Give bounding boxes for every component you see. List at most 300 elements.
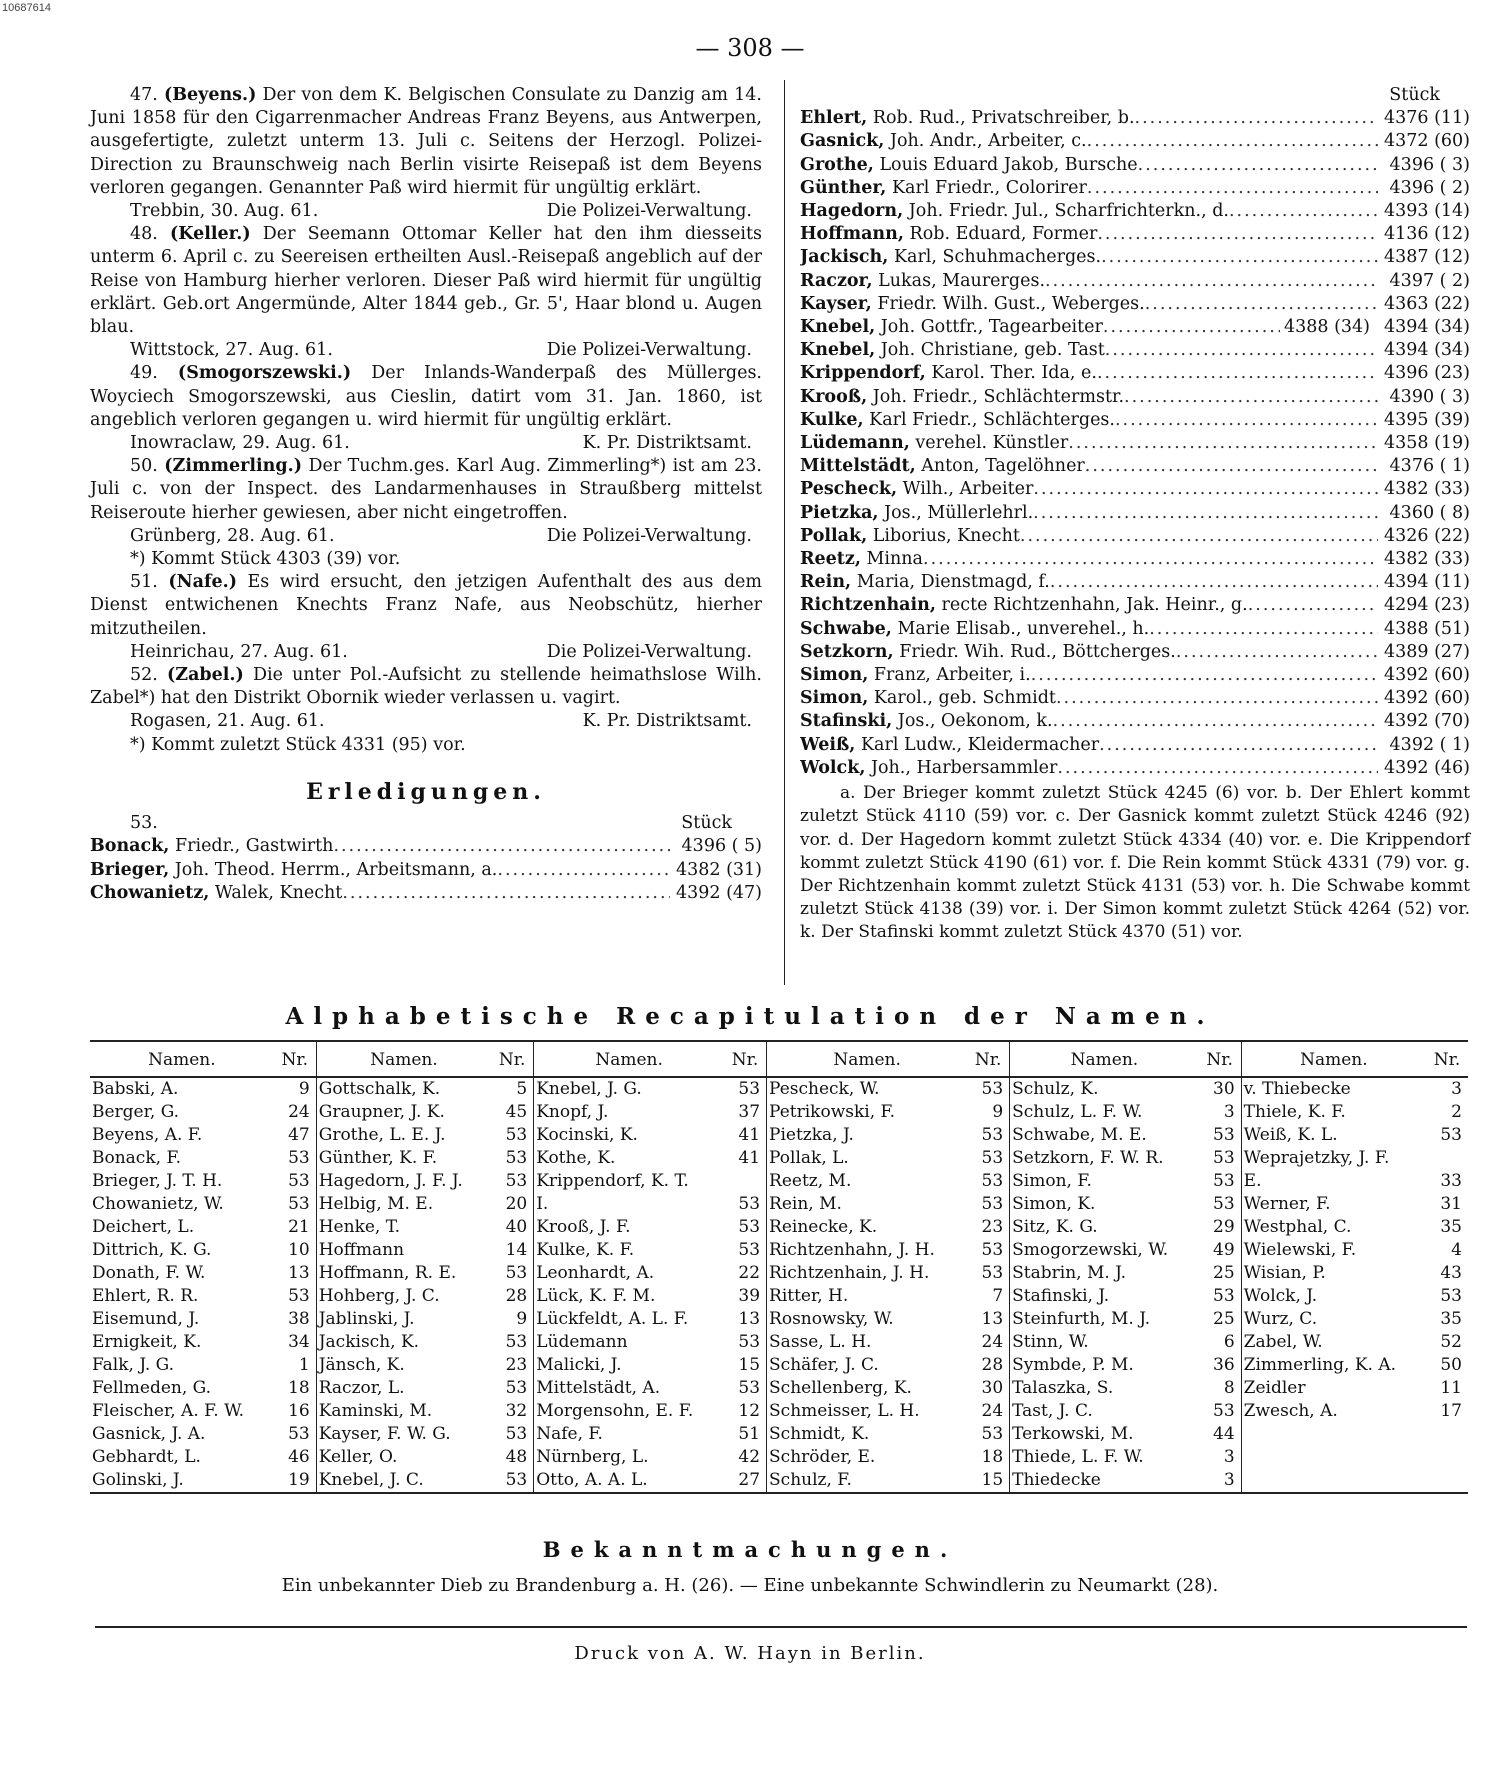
serial-number: 10687614 <box>2 2 51 14</box>
notice-heading: (Nafe.) <box>168 572 237 593</box>
index-number: 25 <box>1199 1308 1242 1331</box>
leader-dots <box>1099 734 1378 757</box>
entry-reference: 4388 (51) <box>1383 618 1470 639</box>
index-number: 18 <box>274 1377 317 1400</box>
index-col-nr-header: Nr. <box>967 1041 1010 1077</box>
index-number: 41 <box>724 1124 767 1147</box>
index-name: Gottschalk, K. <box>318 1079 441 1099</box>
index-number: 30 <box>1199 1077 1242 1101</box>
index-number: 53 <box>491 1469 534 1493</box>
index-name: Richtzenhain, J. H. <box>769 1263 930 1283</box>
index-number: 12 <box>724 1400 767 1423</box>
entry-extra-reference: 4388 (34) <box>1283 317 1370 338</box>
entry-surname: Kayser, <box>800 293 872 314</box>
sig-authority: K. Pr. Distriktsamt. <box>582 711 752 732</box>
index-name: Schwabe, M. E. <box>1012 1125 1147 1145</box>
index-number: 53 <box>274 1170 317 1193</box>
left-column <box>90 84 762 905</box>
leader-dots <box>1097 223 1378 246</box>
entry-row <box>800 455 1470 478</box>
notice-47 <box>90 84 762 200</box>
entry-reference: 4326 (22) <box>1383 525 1470 546</box>
index-name: Brieger, J. T. H. <box>92 1171 223 1191</box>
sig-place: Wittstock, 27. Aug. 61. <box>130 340 333 361</box>
leader-dots <box>1149 618 1378 641</box>
leader-dots <box>1103 316 1280 339</box>
index-number: 36 <box>1199 1354 1242 1377</box>
leader-dots <box>1020 525 1378 548</box>
entry-name <box>800 664 1031 687</box>
index-name: Thiede, L. F. W. <box>1012 1447 1144 1467</box>
entry-surname: Raczor, <box>800 270 873 291</box>
index-row <box>90 1170 1468 1193</box>
notice-heading: (Zimmerling.) <box>164 456 302 477</box>
entry-details: Lukas, Maurerges. <box>872 270 1046 291</box>
index-name: Morgensohn, E. F. <box>536 1401 694 1421</box>
index-col-nr-header: Nr. <box>274 1041 317 1077</box>
index-row <box>90 1423 1468 1446</box>
entry-reference: 4360 ( 8) <box>1389 502 1470 523</box>
index-number <box>1426 1423 1468 1446</box>
index-number: 4 <box>1451 1240 1462 1260</box>
index-row <box>90 1308 1468 1331</box>
sig-authority: Die Polizei-Verwaltung. <box>546 641 752 662</box>
leader-dots <box>1057 757 1378 780</box>
index-name: I. <box>536 1194 549 1214</box>
index-number: 53 <box>491 1147 534 1170</box>
entry-name <box>800 548 923 571</box>
notice-number: 48. <box>130 224 158 245</box>
index-name: Thiele, K. F. <box>1243 1102 1346 1122</box>
entry-name <box>800 641 1176 664</box>
index-row <box>90 1469 1468 1493</box>
index-name: Wolck, J. <box>1243 1286 1318 1306</box>
index-number: 23 <box>967 1216 1010 1239</box>
entry-name <box>800 734 1099 757</box>
index-number: 53 <box>274 1147 317 1170</box>
index-number: 53 <box>491 1262 534 1285</box>
index-name: Setzkorn, F. W. R. <box>1012 1148 1164 1168</box>
index-name: Steinfurth, M. J. <box>1012 1309 1151 1329</box>
entry-surname: Weiß, <box>800 734 856 755</box>
notice-signature <box>90 432 762 455</box>
entry-name <box>90 882 342 905</box>
entry-surname: Pescheck, <box>800 479 898 500</box>
index-number: 53 <box>724 1077 767 1101</box>
index-col-name-header: Namen. <box>90 1041 274 1077</box>
entry-reference: 4392 (47) <box>675 882 762 903</box>
entry-details: Joh. Friedr., Schlächtermstr. <box>867 386 1125 407</box>
notice-49 <box>90 362 762 432</box>
index-number: 32 <box>491 1400 534 1423</box>
entry-reference: 4395 (39) <box>1383 409 1470 430</box>
entry-reference: 4376 ( 1) <box>1389 456 1470 477</box>
erledigungen-list-continued <box>800 107 1470 780</box>
entry-name <box>800 316 1103 339</box>
entry-reference: 4372 (60) <box>1383 131 1470 152</box>
leader-dots <box>1085 455 1378 478</box>
index-name: Schulz, F. <box>767 1469 968 1493</box>
index-row <box>90 1239 1468 1262</box>
index-name: Nürnberg, L. <box>536 1447 649 1467</box>
entry-name <box>800 710 1053 733</box>
index-number: 16 <box>274 1400 317 1423</box>
index-name: Fleischer, A. F. W. <box>92 1401 244 1421</box>
entry-reference: 4363 (22) <box>1383 293 1470 314</box>
index-name: Hagedorn, J. F. J. <box>318 1171 463 1191</box>
index-row <box>90 1331 1468 1354</box>
entry-details: Karl Friedr., Colorirer <box>886 177 1087 198</box>
entry-details: Joh. Friedr. Jul., Scharfrichterkn., d. <box>903 201 1229 222</box>
entry-row <box>800 223 1470 246</box>
index-name: Eisemund, J. <box>92 1309 200 1329</box>
index-name: Lückfeldt, A. L. F. <box>536 1309 689 1329</box>
leader-dots <box>1248 594 1378 617</box>
index-number: 6 <box>1199 1331 1242 1354</box>
leader-dots <box>1229 200 1378 223</box>
entry-row <box>800 154 1470 177</box>
index-row <box>90 1262 1468 1285</box>
index-number: 53 <box>967 1170 1010 1193</box>
entry-details: Jos., Müllerlehrl. <box>878 502 1034 523</box>
sig-place: Inowraclaw, 29. Aug. 61. <box>130 433 350 454</box>
index-number: 49 <box>1199 1239 1242 1262</box>
index-row <box>90 1354 1468 1377</box>
entry-surname: Gasnick, <box>800 131 885 152</box>
index-number <box>1426 1469 1468 1493</box>
entry-row <box>800 594 1470 617</box>
footer-rule <box>95 1626 1467 1628</box>
entry-row <box>800 130 1470 153</box>
entry-reference: 4376 (11) <box>1383 108 1470 129</box>
index-name: Berger, G. <box>92 1102 180 1122</box>
index-name: Zeidler <box>1243 1378 1306 1398</box>
index-name: Weprajetzky, J. F. <box>1243 1148 1390 1168</box>
entry-name <box>800 293 1145 316</box>
index-number: 42 <box>724 1446 767 1469</box>
index-number: 13 <box>274 1262 317 1285</box>
index-name: Simon, K. <box>1012 1194 1096 1214</box>
entry-name <box>800 757 1057 780</box>
leader-dots <box>1138 154 1378 177</box>
index-name: Jackisch, K. <box>318 1332 420 1352</box>
index-number: 24 <box>967 1400 1010 1423</box>
entry-row <box>800 107 1470 130</box>
entry-surname: Brieger, <box>90 859 170 880</box>
notice-50 <box>90 455 762 525</box>
entry-name <box>800 200 1229 223</box>
index-col-nr-header: Nr. <box>724 1041 767 1077</box>
page-number: — 308 — <box>695 34 805 62</box>
entry-surname: Mittelstädt, <box>800 456 916 477</box>
entry-row <box>800 293 1470 316</box>
index-name: Stinn, W. <box>1012 1332 1089 1352</box>
notice-signature <box>90 710 762 733</box>
index-name: Henke, T. <box>318 1217 400 1237</box>
index-name: Schulz, L. F. W. <box>1012 1102 1143 1122</box>
entry-surname: Jackisch, <box>800 247 889 268</box>
entry-surname: Simon, <box>800 688 869 709</box>
index-number: 37 <box>724 1101 767 1124</box>
entry-details: Karol., geb. Schmidt <box>868 688 1056 709</box>
index-name: Smogorzewski, W. <box>1012 1240 1169 1260</box>
index-number: 41 <box>724 1147 767 1170</box>
index-name: Golinski, J. <box>90 1469 274 1493</box>
notice-signature <box>90 339 762 362</box>
index-number: 53 <box>724 1331 767 1354</box>
index-number: 43 <box>1440 1263 1462 1283</box>
entry-row <box>800 734 1470 757</box>
index-row <box>90 1216 1468 1239</box>
leader-dots <box>1101 246 1378 269</box>
leader-dots <box>1033 478 1378 501</box>
index-name: Babski, A. <box>92 1079 179 1099</box>
entry-reference: 4392 (70) <box>1383 711 1470 732</box>
sig-authority: Die Polizei-Verwaltung. <box>546 201 752 222</box>
index-number: 53 <box>491 1331 534 1354</box>
index-number: 53 <box>967 1239 1010 1262</box>
index-name: Helbig, M. E. <box>318 1194 434 1214</box>
index-name: Kocinski, K. <box>536 1125 638 1145</box>
entry-row <box>800 246 1470 269</box>
entry-reference: 4294 (23) <box>1383 595 1470 616</box>
entry-name <box>800 130 1087 153</box>
index-name: Symbde, P. M. <box>1012 1355 1134 1375</box>
index-name: Donath, F. W. <box>92 1263 206 1283</box>
index-number: 53 <box>1199 1124 1242 1147</box>
entry-name <box>90 859 497 882</box>
index-number: 53 <box>274 1423 317 1446</box>
entry-reference: 4392 (60) <box>1383 688 1470 709</box>
index-name: Kaminski, M. <box>318 1401 433 1421</box>
entry-name <box>800 270 1045 293</box>
entry-row <box>800 432 1470 455</box>
leader-dots <box>497 859 670 882</box>
entry-details: Marie Elisab., unverehel., h. <box>891 618 1150 639</box>
index-name: Rosnowsky, W. <box>769 1309 894 1329</box>
entry-reference: 4396 ( 2) <box>1389 177 1470 198</box>
index-number: 53 <box>274 1193 317 1216</box>
entry-name <box>800 502 1033 525</box>
notice-text: Der Inlands-Wanderpaß des Müllerges. Woyciech Smogorszewski, aus Cieslin, datirt vom 31. Jan. 1860, ist angeblich verloren gegangen u. wird hiermit für ungültig erklärt. <box>90 363 762 430</box>
leader-dots <box>1087 177 1378 200</box>
index-number: 11 <box>1440 1378 1462 1398</box>
index-number: 53 <box>491 1423 534 1446</box>
index-number: 7 <box>967 1285 1010 1308</box>
index-name: Jablinski, J. <box>318 1309 415 1329</box>
entry-surname: Rein, <box>800 572 852 593</box>
entry-reference: 4136 (12) <box>1383 224 1470 245</box>
index-number: 52 <box>1440 1332 1462 1352</box>
index-col-nr-header: Nr. <box>1426 1041 1468 1077</box>
entry-reference: 4394 (11) <box>1383 572 1470 593</box>
entry-row <box>800 270 1470 293</box>
index-number: 53 <box>967 1423 1010 1446</box>
index-name: Hoffmann, R. E. <box>318 1263 457 1283</box>
bekanntmachungen-text: Ein unbekannter Dieb zu Brandenburg a. H. (26). — Eine unbekannte Schwindlerin zu Neumarkt (28). <box>281 1575 1219 1596</box>
index-col-name-header: Namen. <box>767 1041 968 1077</box>
index-name <box>1241 1469 1426 1493</box>
index-number: 34 <box>274 1331 317 1354</box>
entry-surname: Knebel, <box>800 317 876 338</box>
sig-authority: Die Polizei-Verwaltung. <box>546 525 752 546</box>
index-name: Sitz, K. G. <box>1012 1217 1098 1237</box>
sig-place: Trebbin, 30. Aug. 61. <box>130 201 319 222</box>
entry-row <box>800 177 1470 200</box>
column-divider <box>784 80 785 985</box>
entry-name <box>800 107 1135 130</box>
entry-reference: 4387 (12) <box>1383 247 1470 268</box>
index-name: Knopf, J. <box>536 1102 609 1122</box>
entry-name <box>800 618 1149 641</box>
entry-row <box>90 882 762 905</box>
index-name: Richtzenhahn, J. H. <box>769 1240 935 1260</box>
entry-reference: 4382 (33) <box>1383 479 1470 500</box>
index-number: 53 <box>1440 1286 1462 1306</box>
index-number: 5 <box>491 1077 534 1101</box>
entry-details: Friedr. Wilh. Gust., Weberges. <box>871 293 1145 314</box>
index-col-name-header: Namen. <box>534 1041 724 1077</box>
index-number: 48 <box>491 1446 534 1469</box>
index-number: 14 <box>491 1239 534 1262</box>
index-name: Ritter, H. <box>769 1286 849 1306</box>
notice-text: Es wird ersucht, den jetzigen Aufenthalt des aus dem Dienst entwichenen Knechts Franz Nafe, aus Neobschütz, hierher mitzutheilen. <box>90 572 762 639</box>
index-name: Hoffmann <box>318 1240 405 1260</box>
leader-dots <box>1124 386 1378 409</box>
entry-details: Wilh., Arbeiter <box>897 479 1034 500</box>
entry-details: Maria, Dienstmagd, f. <box>851 572 1050 593</box>
index-name: Rein, M. <box>769 1194 842 1214</box>
index-name: Keller, O. <box>318 1447 398 1467</box>
entry-details: Joh. Gottfr., Tagearbeiter <box>875 317 1103 338</box>
index-number: 9 <box>967 1101 1010 1124</box>
index-name: Westphal, C. <box>1243 1217 1352 1237</box>
index-number: 3 <box>1199 1101 1242 1124</box>
entry-surname: Knebel, <box>800 340 876 361</box>
entry-row <box>90 835 762 858</box>
index-col-nr-header: Nr. <box>1199 1041 1242 1077</box>
index-name: Kulke, K. F. <box>536 1240 635 1260</box>
index-name: Lück, K. F. M. <box>536 1286 656 1306</box>
index-name: Schäfer, J. C. <box>769 1355 879 1375</box>
notice-48 <box>90 223 762 339</box>
index-col-nr-header: Nr. <box>491 1041 534 1077</box>
entry-name <box>800 177 1087 200</box>
index-number: 53 <box>724 1377 767 1400</box>
entry-name <box>800 339 1105 362</box>
index-number: 24 <box>274 1101 317 1124</box>
notice-heading: (Smogorszewski.) <box>177 363 352 384</box>
entry-details: Friedr., Gastwirth <box>169 836 334 857</box>
index-number: 19 <box>274 1469 317 1493</box>
index-name: Ernigkeit, K. <box>92 1332 202 1352</box>
index-number: 53 <box>1199 1285 1242 1308</box>
index-name: Deichert, L. <box>92 1217 195 1237</box>
index-number: 13 <box>724 1308 767 1331</box>
index-number: 15 <box>724 1354 767 1377</box>
index-name: Reinecke, K. <box>769 1217 878 1237</box>
index-number: 30 <box>967 1377 1010 1400</box>
entry-row <box>800 386 1470 409</box>
index-name: Bonack, F. <box>92 1148 181 1168</box>
index-number: 28 <box>967 1354 1010 1377</box>
index-number: 10 <box>274 1239 317 1262</box>
entry-row <box>800 664 1470 687</box>
entry-surname: Stafinski, <box>800 711 893 732</box>
index-number <box>1426 1147 1468 1170</box>
index-name: Talaszka, S. <box>1012 1378 1114 1398</box>
index-name: Krippendorf, K. T. <box>536 1171 689 1191</box>
entry-surname: Krooß, <box>800 386 868 407</box>
index-number <box>724 1170 767 1193</box>
entry-surname: Hagedorn, <box>800 201 904 222</box>
index-name: Raczor, L. <box>318 1378 405 1398</box>
index-name: Lüdemann <box>536 1332 628 1352</box>
index-row <box>90 1285 1468 1308</box>
index-name: Wisian, P. <box>1243 1263 1326 1283</box>
index-name: Terkowski, M. <box>1012 1424 1134 1444</box>
leader-dots <box>1050 571 1378 594</box>
index-name: Zimmerling, K. A. <box>1243 1355 1397 1375</box>
notice-number: 51. <box>130 572 158 593</box>
notice-number: 50. <box>130 456 158 477</box>
index-number: 51 <box>724 1423 767 1446</box>
leader-dots <box>1087 130 1378 153</box>
index-name: Kothe, K. <box>536 1148 616 1168</box>
entry-surname: Setzkorn, <box>800 641 894 662</box>
index-name: Wielewski, F. <box>1243 1240 1357 1260</box>
sig-place: Rogasen, 21. Aug. 61. <box>130 711 325 732</box>
sig-place: Grünberg, 28. Aug. 61. <box>130 525 335 546</box>
entry-details: Walek, Knecht <box>209 882 343 903</box>
index-number: 53 <box>491 1377 534 1400</box>
index-number: 53 <box>274 1285 317 1308</box>
entry-name <box>800 687 1056 710</box>
index-number: 53 <box>491 1170 534 1193</box>
index-number: 3 <box>1451 1079 1462 1099</box>
index-name: Gasnick, J. A. <box>92 1424 206 1444</box>
index-name: E. <box>1243 1171 1262 1191</box>
index-name: Dittrich, K. G. <box>92 1240 212 1260</box>
index-number: 50 <box>1440 1355 1462 1375</box>
index-number: 18 <box>967 1446 1010 1469</box>
entry-surname: Richtzenhain, <box>800 595 936 616</box>
index-name: Knebel, J. C. <box>316 1469 491 1493</box>
section-title-erledigungen: Erledigungen. <box>306 778 546 805</box>
entry-details: Minna <box>860 549 923 570</box>
index-number: 3 <box>1199 1469 1242 1493</box>
index-row <box>90 1147 1468 1170</box>
entry-surname: Bonack, <box>90 836 170 857</box>
leader-dots <box>1068 432 1378 455</box>
entry-surname: Wolck, <box>800 757 866 778</box>
entry-details: Anton, Tagelöhner <box>915 456 1085 477</box>
leader-dots <box>1053 710 1378 733</box>
index-name: Nafe, F. <box>536 1424 603 1444</box>
index-name: Knebel, J. G. <box>536 1079 642 1099</box>
index-row <box>90 1077 1468 1101</box>
index-name: Stabrin, M. J. <box>1012 1263 1127 1283</box>
index-number: 9 <box>491 1308 534 1331</box>
index-name: Pietzka, J. <box>769 1125 854 1145</box>
names-index-table <box>90 1040 1468 1494</box>
index-name: Hohberg, J. C. <box>318 1286 440 1306</box>
index-name: Pollak, L. <box>769 1148 849 1168</box>
index-name: Pescheck, W. <box>769 1079 880 1099</box>
entry-details: Karl, Schuhmacherges. <box>888 247 1102 268</box>
entry-row <box>800 641 1470 664</box>
entry-surname: Schwabe, <box>800 618 892 639</box>
